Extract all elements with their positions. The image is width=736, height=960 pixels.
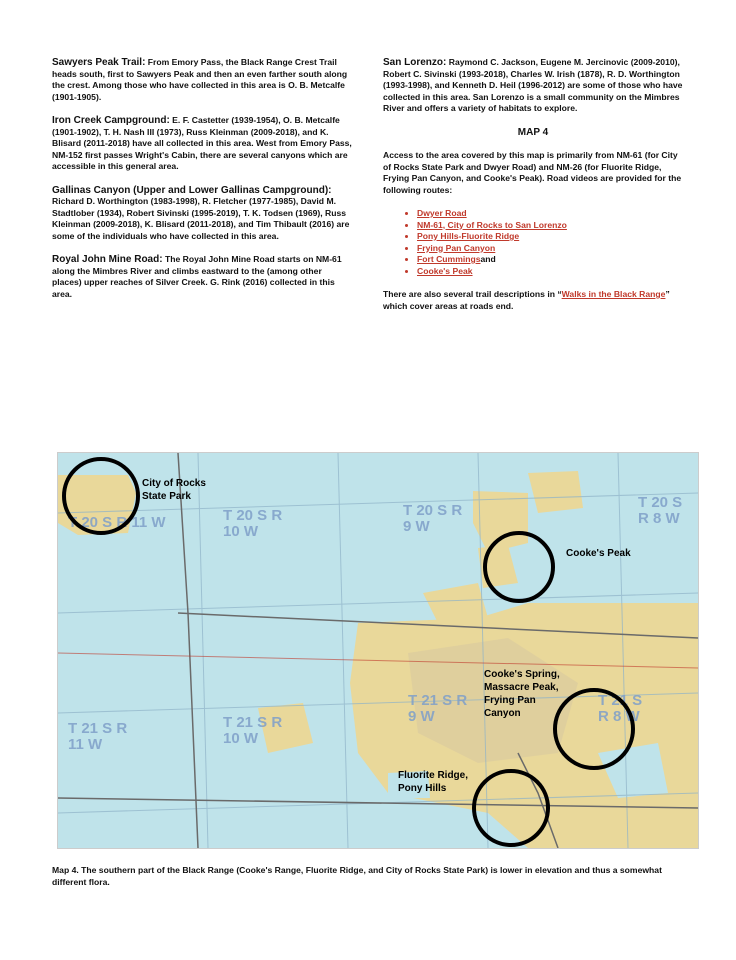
route-link[interactable] bbox=[417, 231, 683, 243]
left-column bbox=[52, 57, 352, 312]
section-heading: Iron Creek Campground: bbox=[52, 115, 170, 126]
township-label: T 20 S R 11 W bbox=[68, 514, 166, 531]
map-label-cookes-peak: Cooke's Peak bbox=[566, 548, 631, 559]
section-text: From Emory Pass, the Black Range Crest Trail heads south, first to Sawyers Peak and then an even farther south along the crest. Among those who have collected in this area is O. B. Metcalfe (1901-1905). bbox=[52, 57, 348, 102]
map-label-fluorite-ridge: Fluorite Ridge, Pony Hills bbox=[398, 770, 468, 794]
map-heading: MAP 4 bbox=[517, 126, 549, 138]
route-link-text[interactable]: Pony Hills-Fluorite Ridge bbox=[417, 231, 520, 241]
section-heading: Sawyers Peak Trail: bbox=[52, 57, 146, 68]
route-link-text[interactable]: Cooke's Peak bbox=[417, 265, 473, 276]
route-list bbox=[383, 208, 683, 277]
section-text: The Royal John Mine Road starts on NM-61 along the Mimbres River and climbs eastward to the (among other places) upper reaches of Silver Creek. G. Rink (2016) collected in this area. bbox=[52, 254, 342, 299]
routes-and: and bbox=[480, 254, 496, 264]
section-heading: San Lorenzo: bbox=[383, 57, 447, 68]
township-label: T 21 S R 11 W bbox=[68, 720, 128, 753]
route-link[interactable] bbox=[417, 254, 683, 266]
map-label-cookes-spring: Cooke's Spring, Massacre Peak, Frying Pan Canyon bbox=[484, 669, 560, 719]
map-circle-cookes-peak bbox=[483, 531, 555, 603]
map-caption: Map 4. The southern part of the Black Range (Cooke's Range, Fluorite Ridge, and City of Rocks State Park) is lower in elevation and thus a somewhat different flora. bbox=[52, 865, 662, 887]
section-royal-john bbox=[52, 254, 352, 300]
township-label: T 21 S R 8 W bbox=[598, 692, 643, 725]
trail-outro: ” which cover areas at roads end. bbox=[383, 289, 670, 311]
route-link-text[interactable]: Frying Pan Canyon bbox=[417, 242, 496, 253]
route-link-text[interactable]: Fort Cummings bbox=[417, 254, 481, 264]
map-background bbox=[58, 453, 698, 848]
section-heading: Royal John Mine Road: bbox=[52, 254, 163, 265]
route-link[interactable] bbox=[417, 243, 683, 255]
township-label: T 20 S R 8 W bbox=[638, 494, 683, 527]
route-link[interactable] bbox=[417, 208, 683, 220]
section-heading: Gallinas Canyon (Upper and Lower Gallinas Campground): bbox=[52, 184, 332, 196]
trail-note bbox=[383, 289, 683, 312]
map-circle-city-of-rocks bbox=[62, 457, 140, 535]
section-iron-creek bbox=[52, 115, 352, 173]
trail-intro: There are also several trail descriptions in “ bbox=[383, 289, 562, 299]
township-label: T 20 S R 9 W bbox=[403, 502, 463, 535]
map-circle-fluorite-ridge bbox=[472, 769, 550, 847]
section-text: E. F. Castetter (1939-1954), O. B. Metcalfe (1901-1902), T. H. Nash III (1973), Russ Kleinman (2009-2018), and K. Blisard (2011-2018) have all collected in this area. West from Emory Pass, NM-152 first passes Wright's Cabin, there are several canyons which are accessible in this general area. bbox=[52, 115, 352, 171]
section-gallinas-canyon bbox=[52, 185, 352, 243]
section-san-lorenzo bbox=[383, 57, 683, 115]
access-text: Access to the area covered by this map is primarily from NM-61 (for City of Rocks State Park and Dwyer Road) and NM-26 (for Fluorite Ridge, Frying Pan Canyon, and Cooke's Peak). Road videos are provided for the following routes: bbox=[383, 150, 682, 195]
map-image bbox=[57, 452, 699, 849]
route-link-text[interactable]: Dwyer Road bbox=[417, 208, 467, 218]
trail-link[interactable]: Walks in the Black Range bbox=[561, 289, 666, 299]
section-text: Richard D. Worthington (1983-1998), R. Fletcher (1977-1985), David M. Stadtlober (1934), Robert Sivinski (1995-2019), T. K. Todsen (1969), Russ Kleinman (2009-2018), K. Blisard (2011-2018), and Tim Thibault (2016) are some of the individuals who have collected in this area. bbox=[52, 196, 350, 241]
township-label: T 21 S R 9 W bbox=[408, 692, 468, 725]
section-sawyers-peak bbox=[52, 57, 352, 103]
township-label: T 20 S R 10 W bbox=[223, 507, 283, 540]
township-label: T 21 S R 10 W bbox=[223, 714, 283, 747]
route-link-text[interactable]: NM-61, City of Rocks to San Lorenzo bbox=[417, 219, 567, 230]
route-link[interactable] bbox=[417, 266, 683, 278]
map-label-city-of-rocks: City of Rocks State Park bbox=[142, 478, 206, 502]
route-link[interactable] bbox=[417, 220, 683, 232]
section-text: Raymond C. Jackson, Eugene M. Jercinovic (2009-2010), Robert C. Sivinski (1993-2018), Charles W. Irish (1878), R. D. Worthington (1993-1998), and Kenneth D. Heil (1996-2012) are some of those who have collected in this area. San Lorenzo is a small community on the Mimbres River and offers a variety of habitats to explore. bbox=[383, 57, 683, 113]
right-column bbox=[383, 57, 683, 324]
